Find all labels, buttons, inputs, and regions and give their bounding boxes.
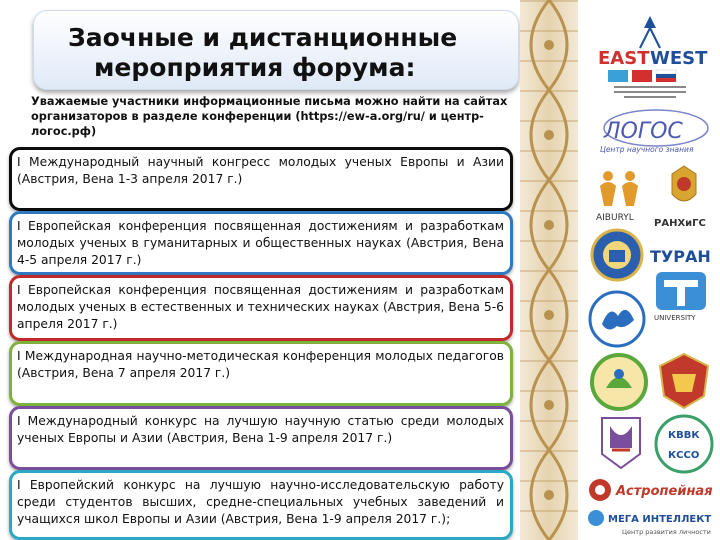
megaintellekt-logo-icon xyxy=(586,506,716,538)
megaintellekt-label: МЕГА ИНТЕЛЛЕКТ xyxy=(608,514,712,525)
ornament-strip xyxy=(520,0,578,540)
green-emblem-icon xyxy=(588,352,650,412)
turan-logo-icon xyxy=(648,240,716,322)
title-box xyxy=(33,10,519,90)
eastwest-east-label: EAST xyxy=(598,48,650,69)
ranepa-logo-icon xyxy=(652,164,716,230)
eastwest-west-label: WEST xyxy=(650,48,708,69)
aiburyl-label: AIBURYL xyxy=(596,213,634,223)
federation-emblem-icon xyxy=(588,290,646,348)
purple-emblem-icon xyxy=(594,414,648,472)
partner-logos xyxy=(580,0,720,540)
info-paragraph: Уважаемые участники информационные письма можно найти на сайтах организаторов в разделе конференции (https://ew-a.org/ru/ и центр-логос.рф) xyxy=(31,95,508,138)
event-card-4 xyxy=(9,341,513,406)
ranepa-label: РАНХиГС xyxy=(654,218,706,229)
event-card-1 xyxy=(9,147,513,211)
regional-emblem-icon xyxy=(652,352,716,410)
event-card-3 xyxy=(9,275,513,341)
event-card-2 xyxy=(9,211,513,275)
event-card-5 xyxy=(9,406,513,470)
event-text: I Международный конкурс на лучшую научную статью среди молодых ученых Европы и Азии (Австрия, Вена 1-9 апреля 2017 г.) xyxy=(17,414,504,445)
event-text: I Европейская конференция посвященная достижениям и разработкам молодых ученых в естественных и технических науках (Австрия, Вена 5-6 апреля 2017 г.) xyxy=(17,283,504,331)
eastwest-logo-icon xyxy=(584,14,716,106)
event-text: I Международный научный конгресс молодых ученых Европы и Азии (Австрия, Вена 1-3 апреля 2017 г.) xyxy=(17,155,504,186)
logos-center-logo-icon xyxy=(586,106,716,156)
logos-center-name: ЛОГОС xyxy=(604,119,683,144)
astro-logo-icon xyxy=(586,476,716,504)
astro-label: Астропейная xyxy=(616,484,713,499)
ornament-pattern-icon xyxy=(520,0,578,540)
kvvk-ksso-logo-icon xyxy=(652,414,716,474)
event-text: I Европейская конференция посвященная достижениям и разработкам молодых ученых в гуманитарных и общественных науках (Австрия, Вена 4-5 апреля 2017 г.) xyxy=(17,219,504,267)
kvvk-label: КВВК xyxy=(668,430,700,441)
turan-subtitle: UNIVERSITY xyxy=(654,314,696,322)
university-emblem-icon xyxy=(590,228,644,282)
event-text: I Европейский конкурс на лучшую научно-исследовательскую работу среди студентов высших, средне-специальных учебных заведений и учащихся школ Европы и Азии (Австрия, Вена 1-9 апреля 2017 г.); xyxy=(17,478,504,526)
ksso-label: КССО xyxy=(668,450,700,461)
page-title-line-1: Заочные и дистанционные xyxy=(68,23,458,52)
aiburyl-logo-icon xyxy=(590,166,650,224)
megaintellekt-subtitle: Центр развития личности xyxy=(622,528,711,536)
logos-center-subtitle: Центр научного знания xyxy=(600,145,694,154)
page-title-line-2: мероприятия форума: xyxy=(94,53,416,82)
event-card-6 xyxy=(9,470,513,540)
event-text: I Международная научно-методическая конференция молодых педагогов (Австрия, Вена 7 апреля 2017 г.) xyxy=(17,349,504,380)
turan-label: ТУРАН xyxy=(650,247,711,266)
